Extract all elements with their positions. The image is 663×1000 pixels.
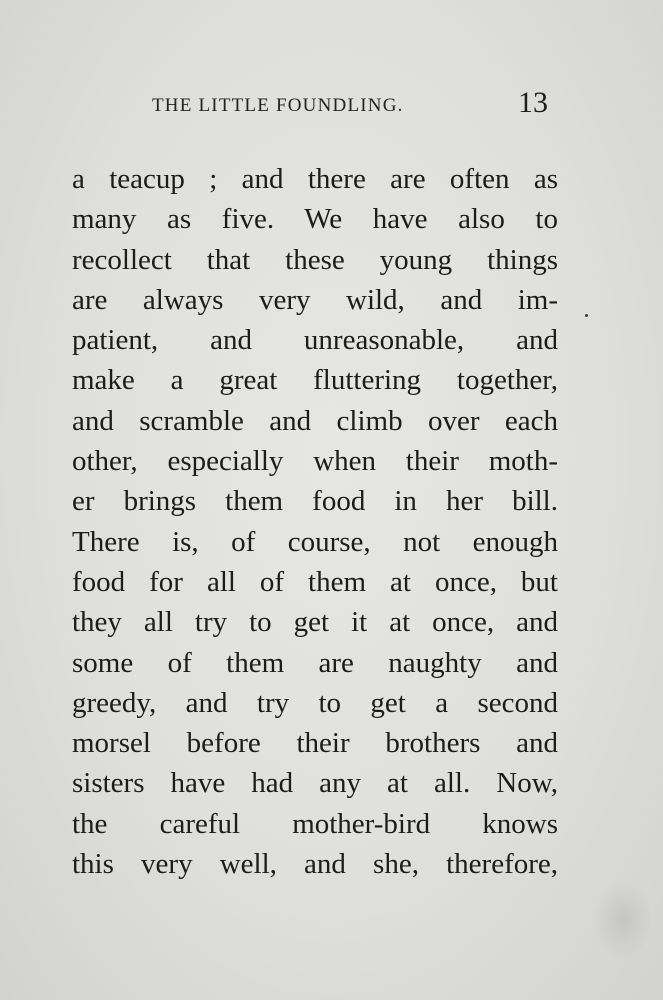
text-line: a teacup ; and there are often as <box>72 163 558 195</box>
text-line: recollect that these young things <box>72 243 558 276</box>
text-line: are always very wild, and im- <box>72 283 558 316</box>
text-line: they all try to get it at once, and <box>72 606 558 639</box>
text-line: patient, and unreasonable, and <box>72 324 558 357</box>
text-line: There is, of course, not enough <box>72 525 558 558</box>
text-line: morsel before their brothers and <box>72 727 558 760</box>
text-line: this very well, and she, therefore, <box>72 848 558 881</box>
text-line: make a great fluttering together, <box>72 364 558 397</box>
text-line: and scramble and climb over each <box>72 404 558 437</box>
text-line: some of them are naughty and <box>72 646 558 679</box>
paper-speck <box>585 314 588 317</box>
body-text <box>72 159 558 884</box>
text-line: the careful mother-bird knows <box>72 807 558 840</box>
text-line: greedy, and try to get a second <box>72 686 558 719</box>
text-line: many as five. We have also to <box>72 203 558 236</box>
running-title: THE LITTLE FOUNDLING. <box>152 95 404 116</box>
text-line: sisters have had any at all. Now, <box>72 767 558 800</box>
text-line: food for all of them at once, but <box>72 565 558 598</box>
text-line: er brings them food in her bill. <box>72 485 558 518</box>
page-number: 13 <box>518 86 548 119</box>
paper-smudge <box>593 880 653 960</box>
text-line: other, especially when their moth- <box>72 445 558 478</box>
